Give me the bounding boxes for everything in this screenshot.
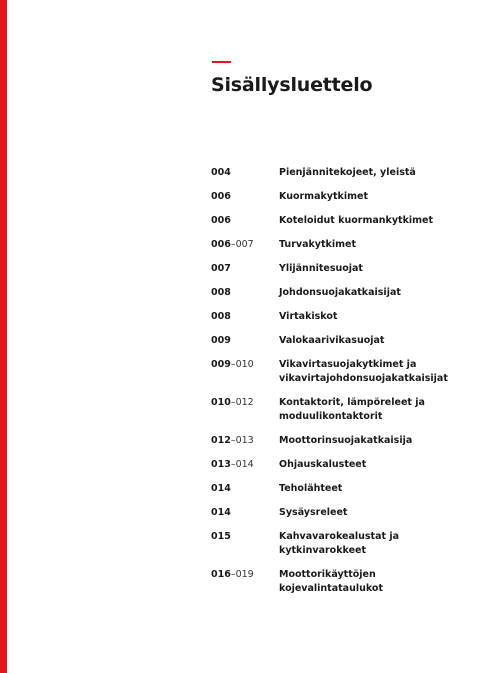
toc-page-range bbox=[211, 482, 279, 496]
toc-entry[interactable] bbox=[211, 396, 471, 424]
toc-page-start: 004 bbox=[211, 167, 231, 178]
toc-page-range bbox=[211, 286, 279, 300]
toc-page-start: 009 bbox=[211, 335, 231, 346]
toc-page-range bbox=[211, 568, 279, 596]
toc-page-range bbox=[211, 334, 279, 348]
toc-entry[interactable] bbox=[211, 214, 471, 228]
toc-page-start: 012 bbox=[211, 435, 231, 446]
toc-entry-title: Johdonsuojakatkaisijat bbox=[279, 287, 401, 298]
toc-page-end: –012 bbox=[230, 397, 254, 408]
toc-entry[interactable] bbox=[211, 286, 471, 300]
toc-page-start: 010 bbox=[211, 397, 231, 408]
toc-entry-title: Koteloidut kuormankytkimet bbox=[279, 215, 434, 226]
toc-entry-title: Virtakiskot bbox=[279, 311, 338, 322]
toc-page-end: –019 bbox=[230, 569, 254, 580]
toc-entry[interactable] bbox=[211, 358, 471, 386]
toc-page-start: 008 bbox=[211, 311, 231, 322]
toc-entry-title: Pienjännitekojeet, yleistä bbox=[279, 167, 416, 178]
red-side-bar bbox=[0, 0, 7, 673]
toc-entry-title: Moottorikäyttöjen kojevalintataulukot bbox=[279, 569, 383, 594]
toc-entry-title: Kahvavarokealustat ja kytkinvarokkeet bbox=[279, 531, 400, 556]
toc-page-range bbox=[211, 238, 279, 252]
toc-page-start: 006 bbox=[211, 239, 231, 250]
toc-page-start: 007 bbox=[211, 263, 231, 274]
toc-page-start: 006 bbox=[211, 215, 231, 226]
toc-page-start: 009 bbox=[211, 359, 231, 370]
toc-entry[interactable] bbox=[211, 190, 471, 204]
toc-page-range bbox=[211, 434, 279, 448]
toc-page-range bbox=[211, 506, 279, 520]
toc-page-start: 013 bbox=[211, 459, 231, 470]
toc-entry[interactable] bbox=[211, 482, 471, 496]
toc-page-start: 016 bbox=[211, 569, 231, 580]
toc-page-range bbox=[211, 396, 279, 424]
toc-page-range bbox=[211, 458, 279, 472]
toc-page-start: 014 bbox=[211, 483, 231, 494]
toc-entry-title: Valokaarivikasuojat bbox=[279, 335, 385, 346]
toc-entry[interactable] bbox=[211, 506, 471, 520]
toc-entry-title: Sysäysreleet bbox=[279, 507, 348, 518]
page-title: Sisällysluettelo bbox=[211, 74, 373, 96]
toc-page-start: 015 bbox=[211, 531, 231, 542]
toc-page-end: –014 bbox=[230, 459, 254, 470]
toc-entry[interactable] bbox=[211, 262, 471, 276]
toc-page-end: –010 bbox=[230, 359, 254, 370]
toc-entry[interactable] bbox=[211, 334, 471, 348]
toc-entry[interactable] bbox=[211, 568, 471, 596]
toc-entry-title: Ohjauskalusteet bbox=[279, 459, 367, 470]
title-accent-line bbox=[212, 61, 231, 63]
toc-entry[interactable] bbox=[211, 458, 471, 472]
toc-entry-title: Ylijännitesuojat bbox=[279, 263, 363, 274]
toc-page-range bbox=[211, 310, 279, 324]
toc-entry-title: Kuormakytkimet bbox=[279, 191, 368, 202]
table-of-contents bbox=[211, 166, 471, 596]
toc-page-range bbox=[211, 166, 279, 180]
toc-page-start: 008 bbox=[211, 287, 231, 298]
toc-page-start: 014 bbox=[211, 507, 231, 518]
toc-page-end: –013 bbox=[230, 435, 254, 446]
toc-entry[interactable] bbox=[211, 166, 471, 180]
toc-entry[interactable] bbox=[211, 434, 471, 448]
toc-entry-title: Kontaktorit, lämpöreleet ja moduulikontaktorit bbox=[279, 397, 425, 422]
toc-page-range bbox=[211, 214, 279, 228]
toc-entry-title: Vikavirtasuojakytkimet ja vikavirtajohdonsuojakatkaisijat bbox=[279, 359, 448, 384]
toc-page-range bbox=[211, 358, 279, 386]
toc-entry-title: Turvakytkimet bbox=[279, 239, 356, 250]
toc-entry[interactable] bbox=[211, 238, 471, 252]
toc-entry[interactable] bbox=[211, 530, 471, 558]
toc-page-range bbox=[211, 530, 279, 558]
toc-entry-title: Teholähteet bbox=[279, 483, 343, 494]
toc-page-range bbox=[211, 262, 279, 276]
toc-entry[interactable] bbox=[211, 310, 471, 324]
toc-page-start: 006 bbox=[211, 191, 231, 202]
toc-page-range bbox=[211, 190, 279, 204]
toc-entry-title: Moottorinsuojakatkaisija bbox=[279, 435, 413, 446]
toc-page-end: –007 bbox=[230, 239, 254, 250]
